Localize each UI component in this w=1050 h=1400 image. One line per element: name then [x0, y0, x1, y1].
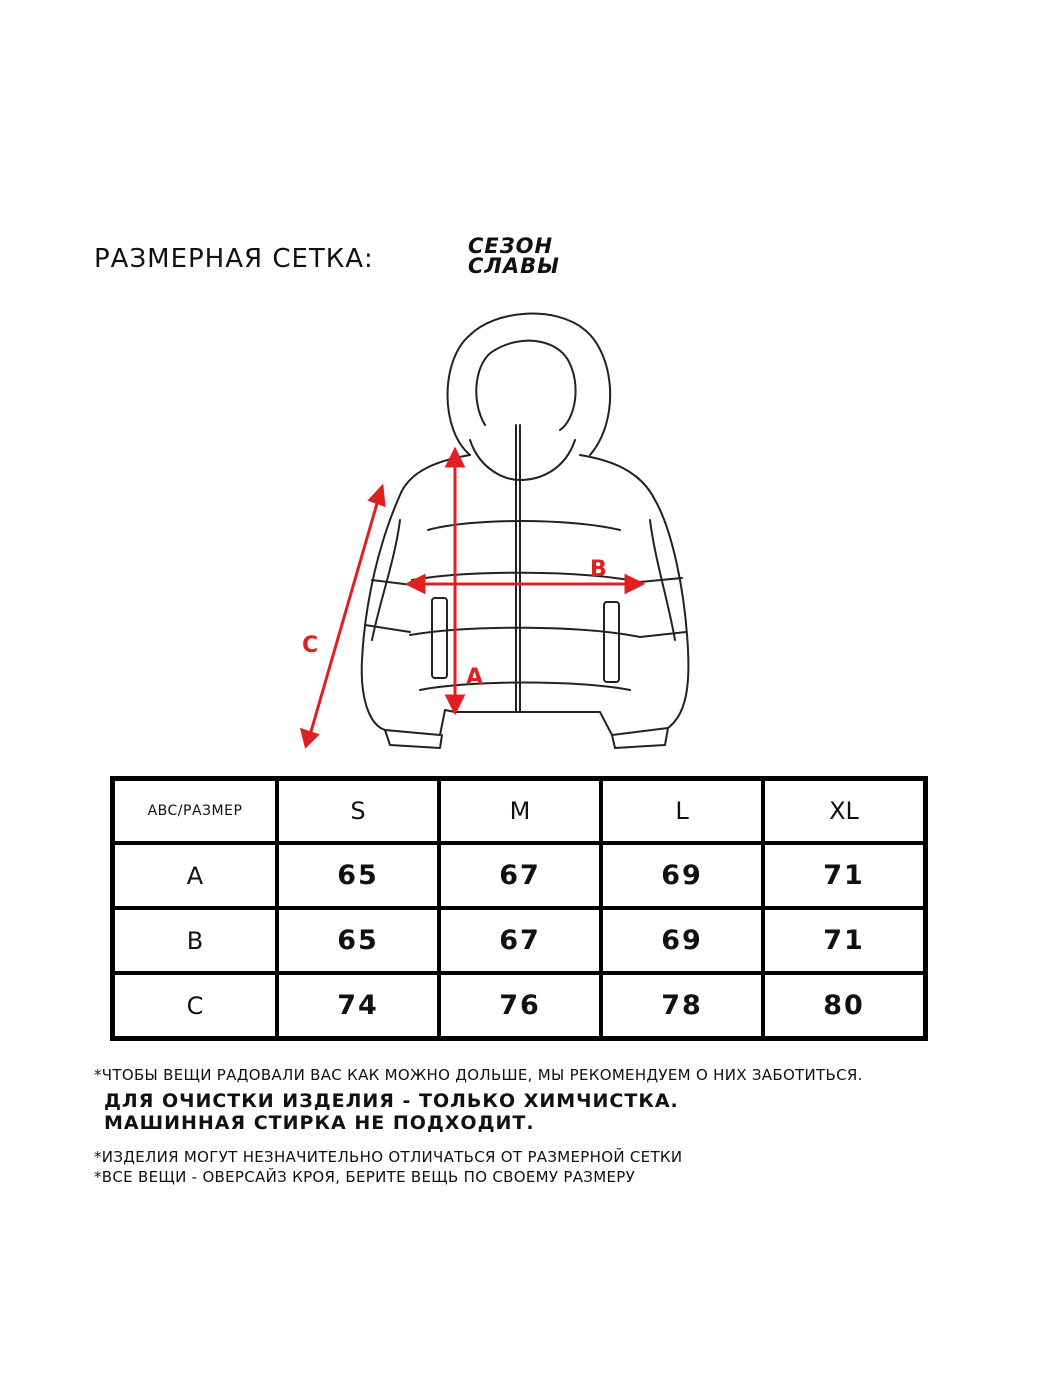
- care-note: *ЧТОБЫ ВЕЩИ РАДОВАЛИ ВАС КАК МОЖНО ДОЛЬШЕ, МЫ РЕКОМЕНДУЕМ О НИХ ЗАБОТИТЬСЯ.: [94, 1066, 863, 1084]
- table-row: [113, 908, 925, 973]
- table-cell: 67: [439, 843, 601, 908]
- table-cell: 69: [601, 843, 763, 908]
- measure-c-line: [310, 500, 378, 735]
- measure-a-label: A: [466, 665, 484, 690]
- measure-c-label: C: [302, 633, 319, 658]
- table-cell: 65: [277, 908, 439, 973]
- size-header-m: M: [439, 779, 601, 843]
- hood-inner: [476, 341, 575, 430]
- table-cell: 65: [277, 843, 439, 908]
- brand-logo-line1: СЕЗОН: [468, 234, 554, 258]
- table-cell: 74: [277, 973, 439, 1038]
- table-corner-label: ABC/РАЗМЕР: [113, 779, 277, 843]
- size-variance-note: *ИЗДЕЛИЯ МОГУТ НЕЗНАЧИТЕЛЬНО ОТЛИЧАТЬСЯ ОТ РАЗМЕРНОЙ СЕТКИ: [94, 1148, 683, 1166]
- cleaning-note: ДЛЯ ОЧИСТКИ ИЗДЕЛИЯ - ТОЛЬКО ХИМЧИСТКА.: [104, 1090, 679, 1112]
- table-row: [113, 843, 925, 908]
- table-cell: 80: [763, 973, 925, 1038]
- table-cell: 78: [601, 973, 763, 1038]
- size-header-s: S: [277, 779, 439, 843]
- right-pocket: [604, 602, 619, 682]
- size-table: [110, 776, 928, 1041]
- table-cell: 67: [439, 908, 601, 973]
- row-label-b: B: [113, 908, 277, 973]
- notes-section: [94, 1066, 994, 1186]
- brand-logo-line2: СЛАВЫ: [468, 254, 560, 278]
- table-row: [113, 973, 925, 1038]
- fit-note: *ВСЕ ВЕЩИ - ОВЕРСАЙЗ КРОЯ, БЕРИТЕ ВЕЩЬ ПО СВОЕМУ РАЗМЕРУ: [94, 1168, 636, 1186]
- hood-outline: [448, 314, 611, 455]
- size-header-l: L: [601, 779, 763, 843]
- washing-note: МАШИННАЯ СТИРКА НЕ ПОДХОДИТ.: [104, 1112, 535, 1134]
- table-cell: 71: [763, 908, 925, 973]
- table-header-row: [113, 779, 925, 843]
- page-title: РАЗМЕРНАЯ СЕТКА:: [94, 244, 374, 274]
- collar: [470, 440, 575, 480]
- jacket-body: [362, 455, 689, 735]
- size-header-xl: XL: [763, 779, 925, 843]
- table-cell: 71: [763, 843, 925, 908]
- table-cell: 69: [601, 908, 763, 973]
- row-label-a: A: [113, 843, 277, 908]
- row-label-c: C: [113, 973, 277, 1038]
- left-pocket: [432, 598, 447, 678]
- table-cell: 76: [439, 973, 601, 1038]
- measure-b-label: B: [590, 557, 607, 582]
